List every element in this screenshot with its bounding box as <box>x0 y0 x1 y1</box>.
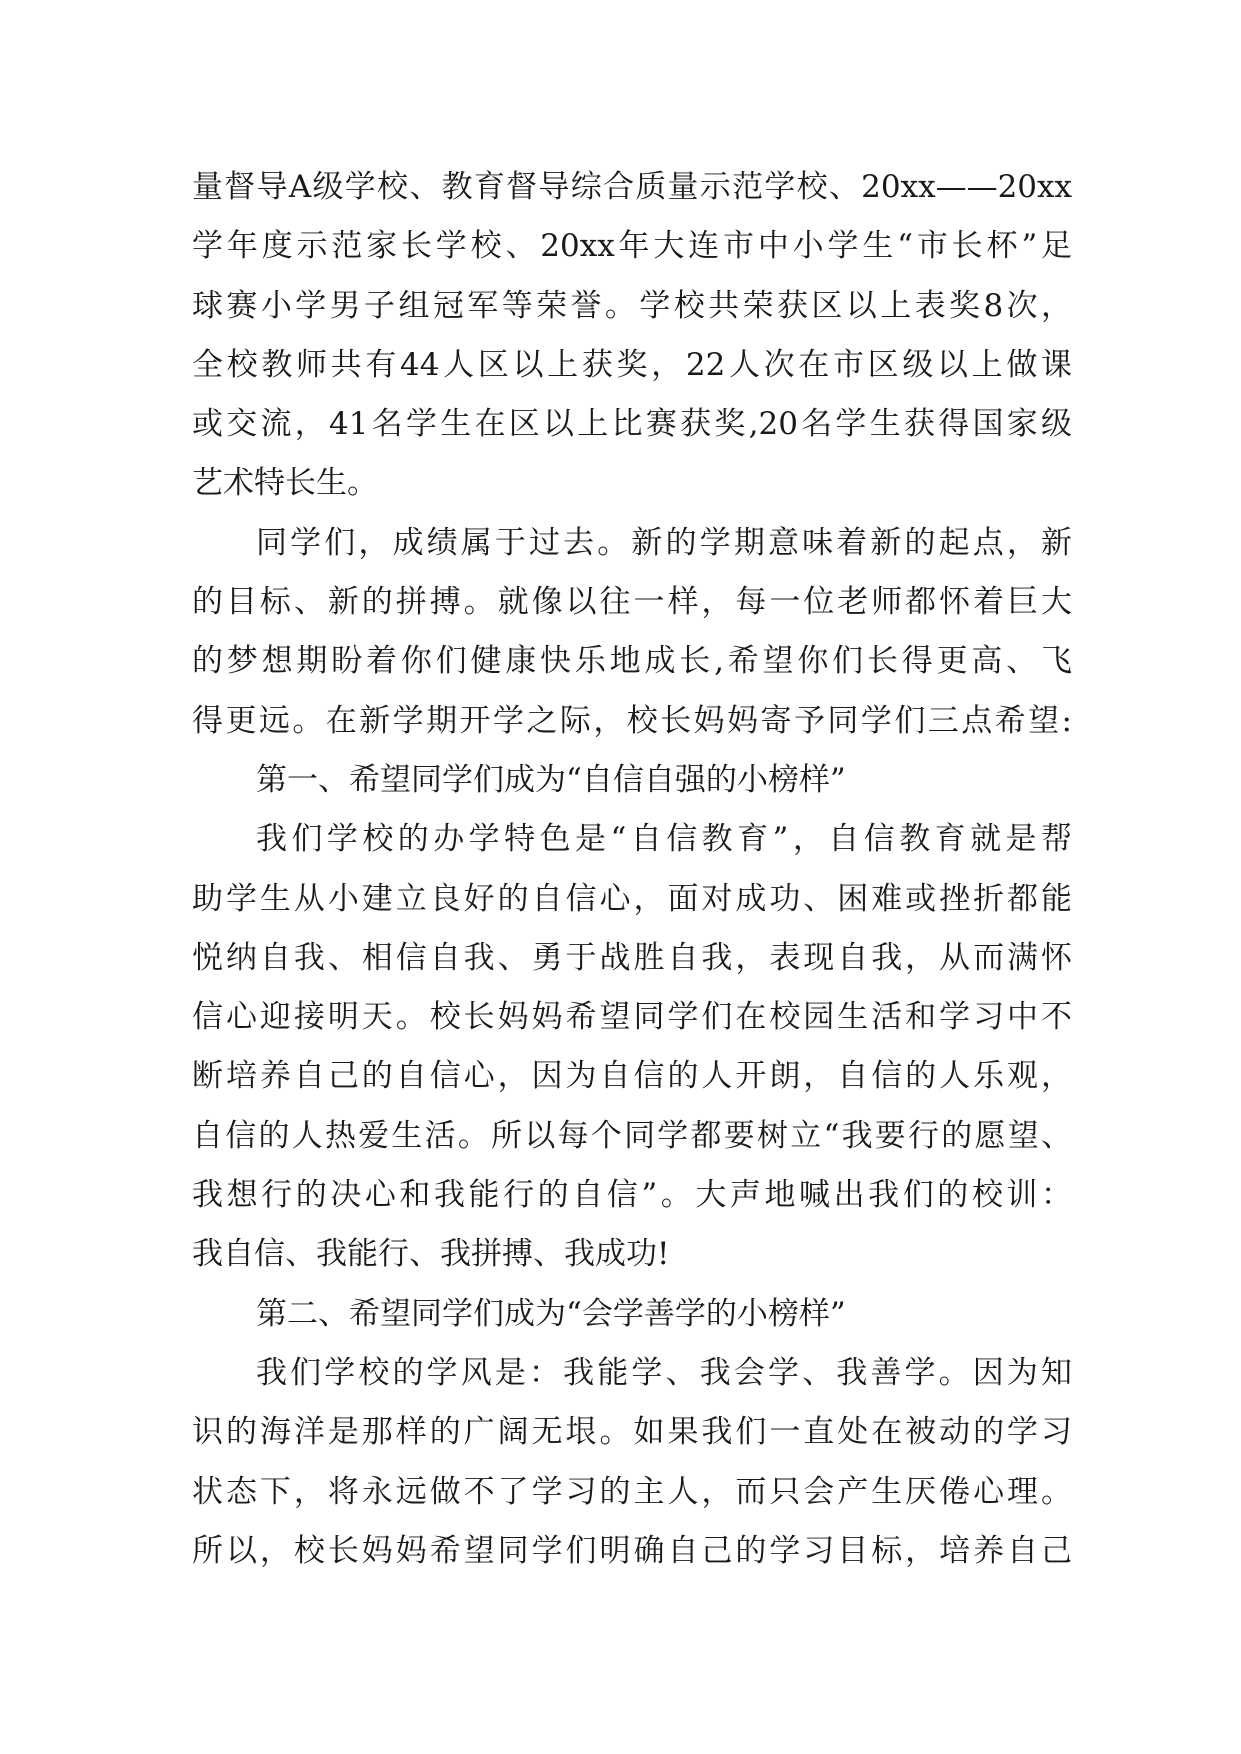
body-text <box>192 158 1072 1581</box>
text-line: 自信的人热爱生活。所以每个同学都要树立“我要行的愿望、 <box>192 1117 1072 1154</box>
text-line: 第一、希望同学们成为“自信自强的小榜样” <box>256 761 846 798</box>
text-line: 我们学校的学风是：我能学、我会学、我善学。因为知 <box>256 1354 1072 1391</box>
text-line: 同学们，成绩属于过去。新的学期意味着新的起点，新 <box>256 524 1072 561</box>
text-line: 或交流，41名学生在区以上比赛获奖,20名学生获得国家级 <box>192 406 1072 443</box>
text-line: 悦纳自我、相信自我、勇于战胜自我，表现自我，从而满怀 <box>192 939 1072 976</box>
text-line: 我想行的决心和我能行的自信”。大声地喊出我们的校训： <box>192 1177 1072 1214</box>
text-line: 我自信、我能行、我拼搏、我成功! <box>192 1236 670 1273</box>
text-line: 全校教师共有44人区以上获奖，22人次在市区级以上做课 <box>192 346 1072 383</box>
text-line: 量督导A级学校、教育督导综合质量示范学校、20xx——20xx <box>192 169 1072 205</box>
text-line: 艺术特长生。 <box>192 465 378 502</box>
text-line: 所以，校长妈妈希望同学们明确自己的学习目标，培养自己 <box>192 1532 1072 1569</box>
text-line: 的梦想期盼着你们健康快乐地成长,希望你们长得更高、飞 <box>192 643 1072 680</box>
text-line: 信心迎接明天。校长妈妈希望同学们在校园生活和学习中不 <box>192 999 1072 1036</box>
text-line: 的目标、新的拼搏。就像以往一样，每一位老师都怀着巨大 <box>192 584 1072 621</box>
text-line: 球赛小学男子组冠军等荣誉。学校共荣获区以上表奖8次， <box>192 287 1072 324</box>
text-line: 得更远。在新学期开学之际，校长妈妈寄予同学们三点希望: <box>192 702 1072 739</box>
text-line: 状态下，将永远做不了学习的主人，而只会产生厌倦心理。 <box>192 1473 1072 1510</box>
text-line: 助学生从小建立良好的自信心，面对成功、困难或挫折都能 <box>192 880 1072 917</box>
text-line: 学年度示范家长学校、20xx年大连市中小学生“市长杯”足 <box>192 228 1072 265</box>
text-line: 断培养自己的自信心，因为自信的人开朗，自信的人乐观， <box>192 1058 1072 1095</box>
text-line: 第二、希望同学们成为“会学善学的小榜样” <box>256 1295 846 1332</box>
text-line: 识的海洋是那样的广阔无垠。如果我们一直处在被动的学习 <box>192 1414 1072 1451</box>
text-line: 我们学校的办学特色是“自信教育”，自信教育就是帮 <box>256 821 1072 858</box>
